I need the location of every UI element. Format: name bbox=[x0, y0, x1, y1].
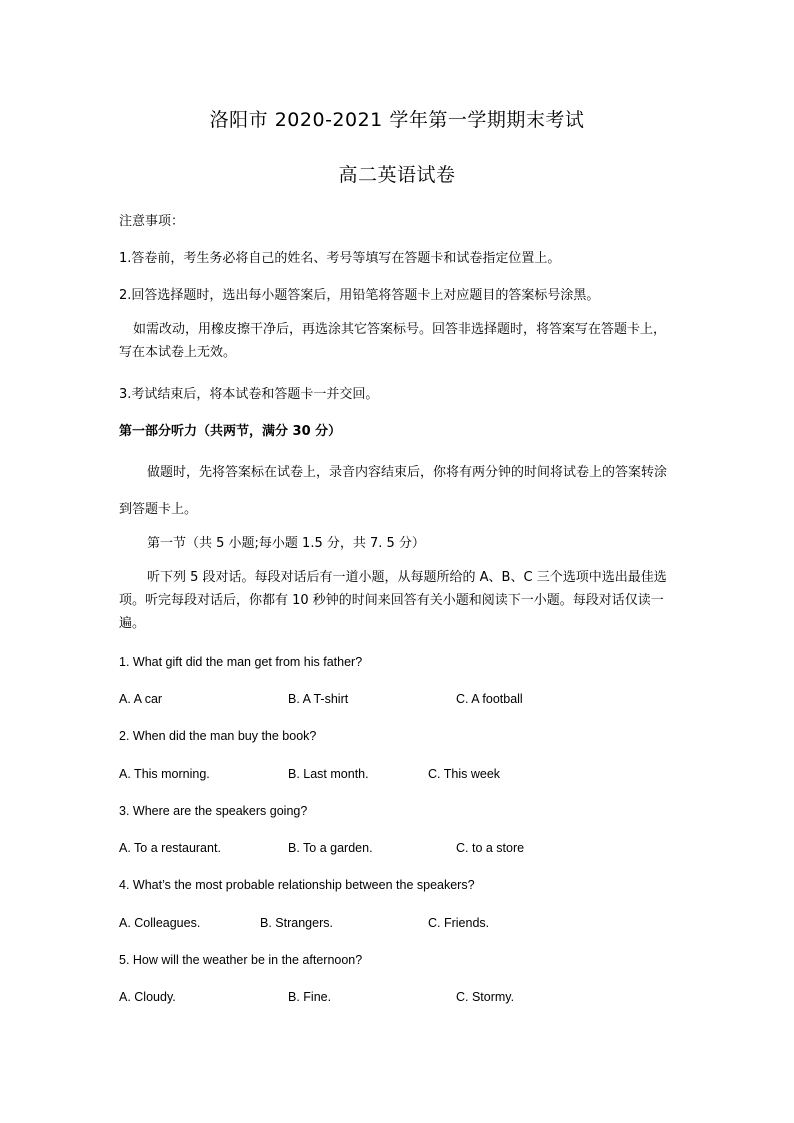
option-2c: C. This week bbox=[428, 767, 501, 781]
option-5b: B. Fine. bbox=[288, 990, 332, 1004]
question-4: 4. What’s the most probable relationship between the speakers? bbox=[119, 878, 475, 892]
question-3: 3. Where are the speakers going? bbox=[119, 804, 308, 818]
part1-intro: 做题时，先将答案标在试卷上，录音内容结束后，你将有两分钟的时间将试卷上的答案转涂到答题卡上。 bbox=[119, 465, 668, 517]
option-1c: C. A football bbox=[456, 692, 523, 706]
option-1b: B. A T-shirt bbox=[288, 692, 349, 706]
question-2: 2. When did the man buy the book? bbox=[119, 729, 317, 743]
part1-heading: 第一部分听力（共两节，满分 30 分） bbox=[119, 424, 342, 439]
exam-title: 洛阳市 2020-2021 学年第一学期期末考试 bbox=[209, 109, 585, 131]
question-1: 1. What gift did the man get from his father? bbox=[119, 655, 363, 669]
option-2b: B. Last month. bbox=[288, 767, 369, 781]
option-4a: A. Colleagues. bbox=[119, 916, 201, 930]
notice-item-1: 1.答卷前，考生务必将自己的姓名、考号等填写在答题卡和试卷指定位置上。 bbox=[119, 251, 561, 266]
notice-item-2: 2.回答选择题时，选出每小题答案后，用铅笔将答题卡上对应题目的答案标号涂黑。 bbox=[119, 288, 600, 303]
section1-heading: 第一节（共 5 小题;每小题 1.5 分，共 7. 5 分） bbox=[147, 536, 425, 551]
option-5c: C. Stormy. bbox=[456, 990, 515, 1004]
option-5a: A. Cloudy. bbox=[119, 990, 176, 1004]
section1-instructions: 听下列 5 段对话。每段对话后有一道小题，从每题所给的 A、B、C 三个选项中选出最佳选项。听完每段对话后，你都有 10 秒钟的时间来回答有关小题和阅读下一小题。每段对话仅读一遍。 bbox=[119, 570, 667, 631]
option-3a: A. To a restaurant. bbox=[119, 841, 221, 855]
option-4b: B. Strangers. bbox=[260, 916, 333, 930]
question-5: 5. How will the weather be in the afternoon? bbox=[119, 953, 363, 967]
notice-item-2-text: 如需改动，用橡皮擦干净后，再选涂其它答案标号。回答非选择题时，将答案写在答题卡上，写在本试卷上无效。 bbox=[119, 322, 667, 360]
option-3b: B. To a garden. bbox=[288, 841, 373, 855]
option-2a: A. This morning. bbox=[119, 767, 210, 781]
notice-heading: 注意事项： bbox=[119, 214, 185, 229]
option-3c: C. to a store bbox=[456, 841, 525, 855]
exam-subtitle: 高二英语试卷 bbox=[338, 164, 456, 186]
option-1a: A. A car bbox=[119, 692, 163, 706]
option-4c: C. Friends. bbox=[428, 916, 490, 930]
notice-item-2-continued bbox=[119, 318, 677, 364]
notice-item-3: 3.考试结束后，将本试卷和答题卡一并交回。 bbox=[119, 387, 379, 402]
